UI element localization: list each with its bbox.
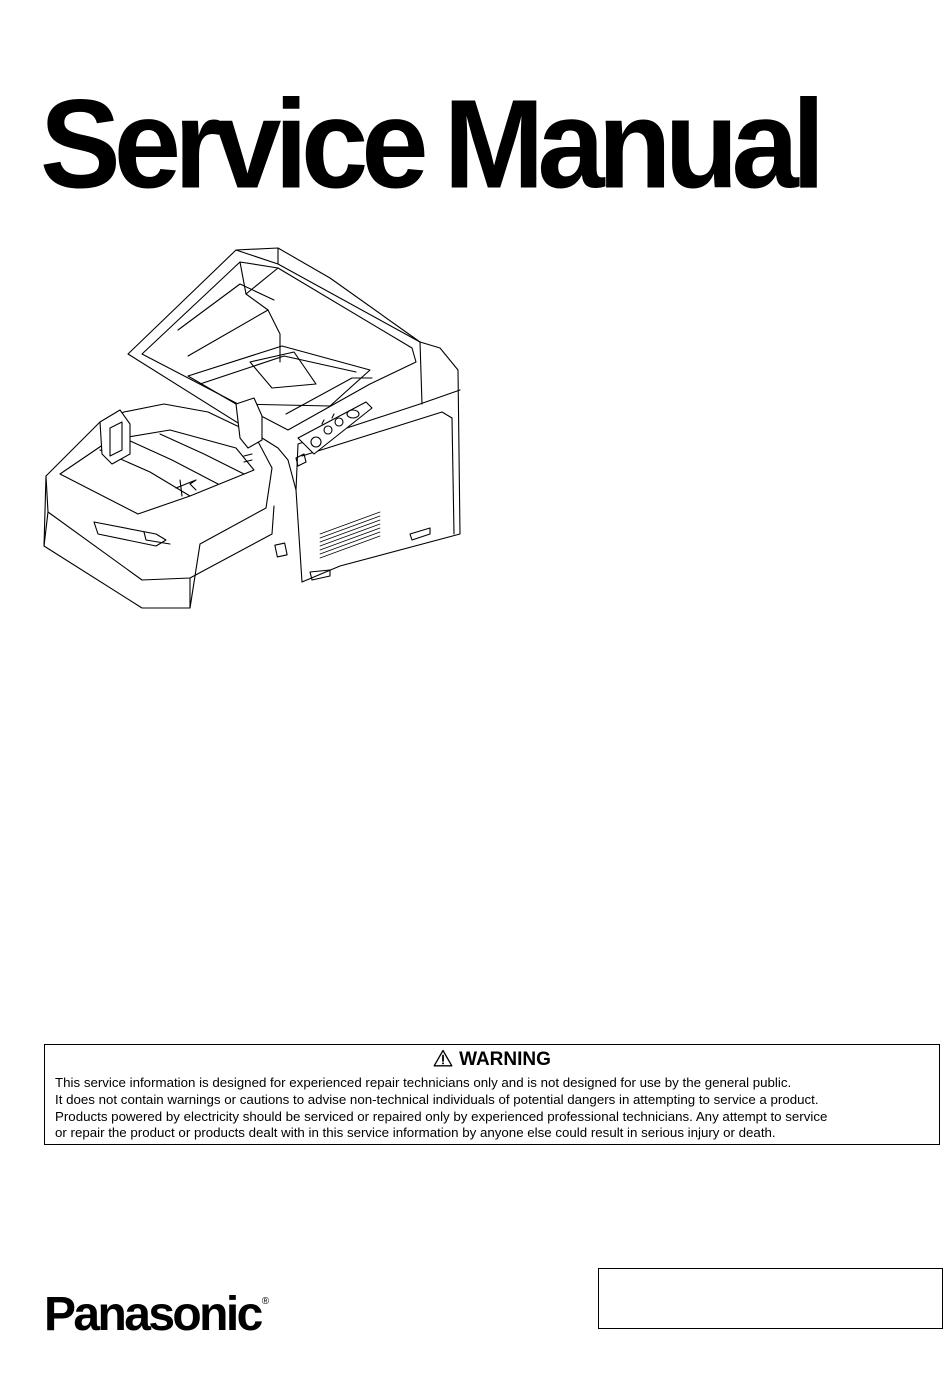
warning-heading [45, 1048, 939, 1072]
title-word-service: Service [40, 73, 422, 215]
document-scanner-icon [40, 244, 465, 614]
warning-notice [44, 1044, 940, 1145]
title-word-manual: Manual [443, 73, 819, 215]
warning-line: It does not contain warnings or cautions to advise non-technical individuals of potential dangers in attempting to service a product. [55, 1091, 819, 1107]
registered-mark: ® [261, 1296, 270, 1307]
page-title [40, 66, 940, 222]
warning-triangle-icon [433, 1049, 453, 1067]
brand-logo [44, 1272, 269, 1345]
warning-line: Products powered by electricity should be serviced or repaired only by experienced professional technicians. Any attempt to service [55, 1108, 828, 1124]
warning-body [55, 1075, 937, 1142]
warning-line: This service information is designed for experienced repair technicians only and is not designed for use by the general public. [55, 1075, 792, 1090]
warning-heading-text: WARNING [459, 1049, 551, 1070]
model-number-box [598, 1268, 943, 1329]
warning-line: or repair the product or products dealt with in this service information by anyone else could result in serious injury or death. [55, 1125, 776, 1141]
brand-name: Panasonic [44, 1288, 261, 1341]
